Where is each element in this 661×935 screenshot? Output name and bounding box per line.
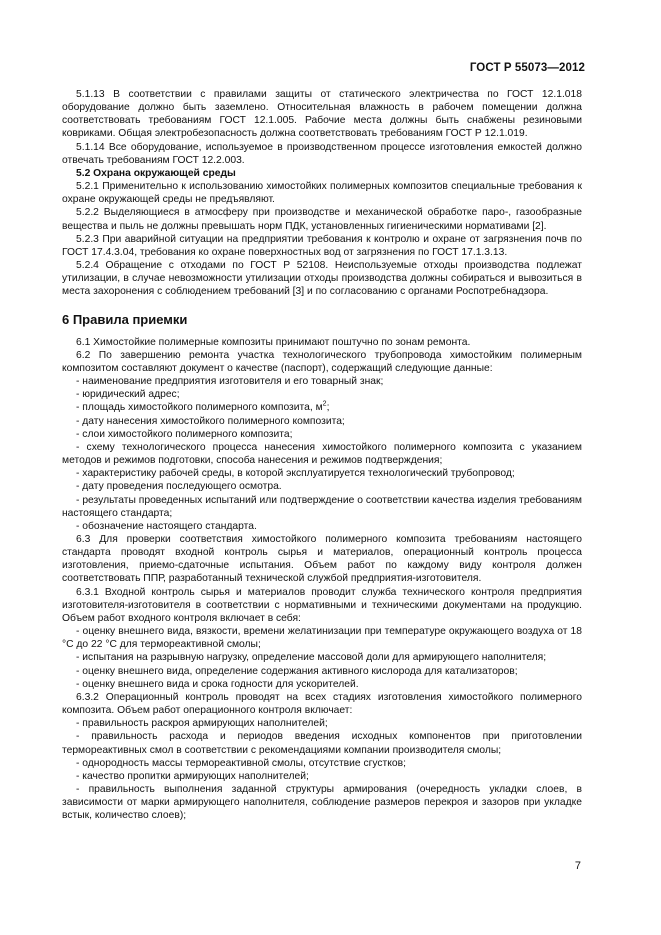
paragraph-5-1-13: 5.1.13 В соответствии с правилами защиты от статического электричества по ГОСТ 12.1.018 оборудование должно быть заземлено. Относительная влажность в рабочем помещении должна соответствовать требованиям ГОСТ 12.1.005. Рабочие места должны быть снабжены резиновыми ковриками. Общая электробезопасность должна соответствовать требованиям ГОСТ Р 12.1.019. bbox=[62, 89, 582, 140]
paragraph-6-1: 6.1 Химостойкие полимерные композиты принимают поштучно по зонам ремонта. bbox=[76, 336, 471, 348]
paragraph-6-3-1: 6.3.1 Входной контроль сырья и материалов проводит служба технического контроля предприятия изготовителя-изготовителя в соответствии с нормативными и техническими документами на продукцию. Объем работ входного контроля включает в себя: bbox=[62, 586, 582, 624]
page-number: 7 bbox=[574, 860, 581, 872]
list-item: - правильность раскроя армирующих наполнителей; bbox=[76, 718, 328, 730]
list-item: - оценку внешнего вида, определение содержания активного кислорода для катализаторов; bbox=[76, 665, 518, 677]
list-item: - оценку внешнего вида и срока годности для ускорителей. bbox=[76, 678, 359, 690]
paragraph-6-3-2: 6.3.2 Операционный контроль проводят на всех стадиях изготовления химостойкого полимерного композита. Объем работ операционного контроля включает: bbox=[62, 691, 582, 717]
list-item: - однородность массы термореактивной смолы, отсутствие сгустков; bbox=[76, 757, 406, 769]
list-item-area bbox=[62, 401, 582, 414]
area-superscript: 2 bbox=[322, 401, 327, 409]
list-item: - правильность выполнения заданной структуры армирования (очередность укладки слоев, в зависимости от марки армирующего наполнителя, соблюдение размеров перекроя и зазоров при укладке встык, количество слоев); bbox=[62, 783, 582, 822]
paragraph-5-2-2: 5.2.2 Выделяющиеся в атмосферу при производстве и механической обработке паро-, газообразные вещества и пыль не должны превышать норм ПДК, установленных гигиеническими нормативами [2]. bbox=[62, 207, 582, 232]
list-item: - наименование предприятия изготовителя и его товарный знак; bbox=[76, 376, 384, 388]
paragraph-6-2: 6.2 По завершению ремонта участка технологического трубопровода химостойким полимерным композитом составляют документ о качестве (паспорт), содержащий следующие данные: bbox=[62, 349, 582, 374]
paragraph-5-1-14: 5.1.14 Все оборудование, используемое в производственном процессе изготовления емкостей должно отвечать требованиям ГОСТ 12.2.003. bbox=[62, 141, 582, 166]
list-item: - характеристику рабочей среды, в которой эксплуатируется технологический трубопровод; bbox=[76, 468, 515, 480]
list-item: - дату нанесения химостойкого полимерного композита; bbox=[76, 415, 345, 427]
section-6-title: 6 Правила приемки bbox=[62, 311, 188, 327]
paragraph-6-3: 6.3 Для проверки соответствия химостойкого полимерного композита требованиям настоящего стандарта проводят входной контроль сырья и материалов, операционный контроль процесса изготовления, приемо-сдаточные испытания. Объем работ по каждому виду контроля должен соответствовать ППР, разработанный технической службой предприятия-изготовителя. bbox=[62, 534, 582, 585]
list-item: - качество пропитки армирующих наполнителей; bbox=[76, 770, 309, 782]
list-item: - обозначение настоящего стандарта. bbox=[76, 520, 257, 532]
list-item: - дату проведения последующего осмотра. bbox=[76, 481, 282, 493]
list-item: - схему технологического процесса нанесения химостойкого полимерного композита с указанием методов и режимов подготовки, способа нанесения и режимов подтверждения; bbox=[62, 441, 582, 467]
list-item: - правильность расхода и периодов введения исходных компонентов при приготовлении термореактивных смол в соответствии с рекомендациями компании производителя смолы; bbox=[62, 731, 582, 756]
list-item: - испытания на разрывную нагрузку, определение массовой доли для армирующего наполнителя; bbox=[76, 652, 547, 664]
list-item: - юридический адрес; bbox=[76, 389, 180, 401]
document-code-header: ГОСТ Р 55073—2012 bbox=[469, 62, 585, 74]
list-item: - оценку внешнего вида, вязкости, времени желатинизации при температуре окружающего воздуха от 18 °С до 22 °С для термореактивной смолы; bbox=[62, 626, 582, 651]
paragraph-5-2-3: 5.2.3 При аварийной ситуации на предприятии требования к контролю и охране от загрязнения почв по ГОСТ 17.4.3.04, требования ко охране поверхностных вод от загрязнения по ГОСТ 17.1.3.13. bbox=[62, 233, 582, 258]
area-tail: ; bbox=[326, 402, 330, 414]
list-item: - слои химостойкого полимерного композита; bbox=[76, 428, 293, 440]
paragraph-5-2-4: 5.2.4 Обращение с отходами по ГОСТ Р 52108. Неиспользуемые отходы производства подлежат утилизации, в случае невозможности утилизации отходы производства должны собираться и вывозиться в места захоронения с соблюдением требований [3] и по согласованию с органами Роспотребнадзора. bbox=[62, 260, 582, 298]
paragraph-5-2-1: 5.2.1 Применительно к использованию химостойких полимерных композитов специальные требования к охране окружающей среды не предъявляют. bbox=[62, 181, 582, 206]
list-item: - результаты проведенных испытаний или подтверждение о соответствии качества изделия требованиям настоящего стандарта; bbox=[62, 494, 582, 519]
subheading-5-2: 5.2 Охрана окружающей среды bbox=[76, 167, 236, 179]
page-content bbox=[62, 88, 582, 822]
area-text: - площадь химостойкого полимерного композита, м bbox=[76, 402, 323, 414]
